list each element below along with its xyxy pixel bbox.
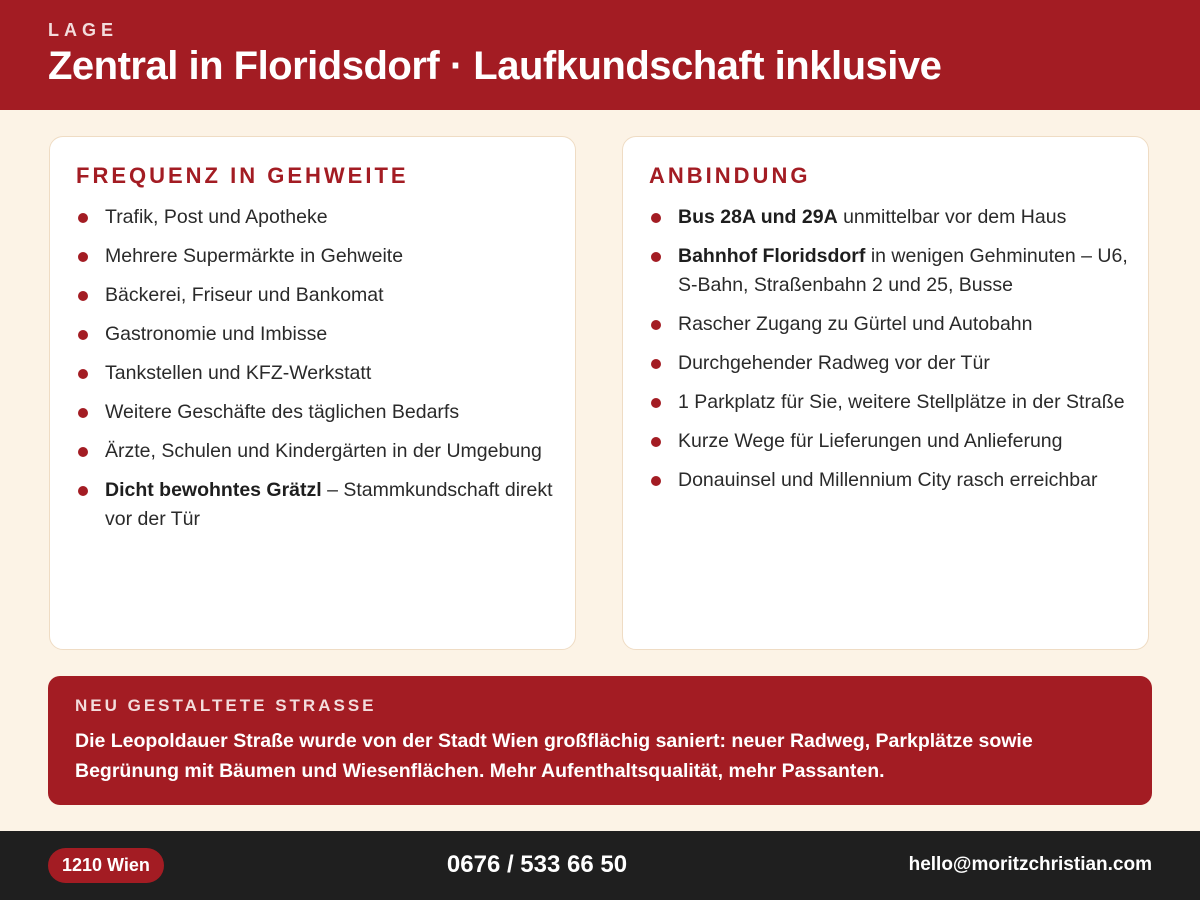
header [0, 0, 1200, 110]
bullet-dot-icon [651, 437, 661, 447]
list-item-text: Tankstellen und KFZ-Werkstatt [105, 362, 372, 384]
bullet-dot-icon [651, 398, 661, 408]
location-badge: 1210 Wien [48, 848, 164, 883]
bullet-dot-icon [651, 476, 661, 486]
bullet-dot-icon [78, 408, 88, 418]
list-item [76, 359, 557, 388]
bullet-dot-icon [651, 359, 661, 369]
bullet-dot-icon [651, 252, 661, 262]
frequency-card [49, 136, 576, 650]
list-item-text: 1 Parkplatz für Sie, weitere Stellplätze in der Straße [678, 391, 1125, 413]
bullet-dot-icon [78, 486, 88, 496]
list-item [649, 310, 1130, 339]
list-item [76, 398, 557, 427]
list-item-text: in wenigen Gehminuten – U6, S-Bahn, Straßenbahn 2 und 25, Busse [678, 245, 1128, 296]
list-item-text: Trafik, Post und Apotheke [105, 206, 328, 228]
page-title: Zentral in Floridsdorf · Laufkundschaft inklusive [48, 44, 942, 88]
list-item-bold: Bus 28A und 29A [678, 206, 838, 228]
connectivity-list [649, 203, 1130, 505]
list-item-text: unmittelbar vor dem Haus [837, 206, 1067, 228]
list-item [76, 476, 557, 534]
bullet-dot-icon [651, 213, 661, 223]
frequency-list [76, 203, 557, 544]
list-item [649, 242, 1130, 300]
list-item-bold: Bahnhof Floridsdorf [678, 245, 866, 267]
banner-label: NEU GESTALTETE STRASSE [75, 696, 377, 715]
list-item-text: Donauinsel und Millennium City rasch erreichbar [678, 469, 1098, 491]
frequency-card-title: FREQUENZ IN GEHWEITE [76, 163, 409, 188]
list-item-text: Ärzte, Schulen und Kindergärten in der Umgebung [105, 440, 542, 462]
connectivity-card-title: ANBINDUNG [649, 163, 811, 188]
list-item-text: Rascher Zugang zu Gürtel und Autobahn [678, 313, 1033, 335]
list-item-text: Durchgehender Radweg vor der Tür [678, 352, 990, 374]
email-address: hello@moritzchristian.com [908, 854, 1152, 875]
list-item [76, 320, 557, 349]
list-item [649, 388, 1130, 417]
list-item [649, 427, 1130, 456]
list-item [76, 203, 557, 232]
bullet-dot-icon [78, 330, 88, 340]
list-item-text: Bäckerei, Friseur und Bankomat [105, 284, 384, 306]
list-item-text: Gastronomie und Imbisse [105, 323, 328, 345]
list-item [649, 203, 1130, 232]
list-item [76, 242, 557, 271]
bullet-dot-icon [78, 369, 88, 379]
phone-number: 0676 / 533 66 50 [446, 851, 628, 878]
bullet-dot-icon [78, 252, 88, 262]
footer [0, 831, 1200, 900]
list-item [649, 466, 1130, 495]
banner-text: Die Leopoldauer Straße wurde von der Stadt Wien großflächig saniert: neuer Radweg, Parkplätze sowie Begrünung mit Bäumen und Wiesenflächen. Mehr Aufenthaltsqualität, mehr Passanten. [75, 730, 1033, 782]
list-item [76, 437, 557, 466]
list-item-bold: Dicht bewohntes Grätzl [105, 479, 322, 501]
list-item-text: Mehrere Supermärkte in Gehweite [105, 245, 404, 267]
bullet-dot-icon [78, 447, 88, 457]
bullet-dot-icon [651, 320, 661, 330]
connectivity-card [622, 136, 1149, 650]
list-item-text: – Stammkundschaft direkt vor der Tür [105, 479, 553, 530]
bullet-dot-icon [78, 291, 88, 301]
street-banner [48, 676, 1152, 805]
list-item-text: Weitere Geschäfte des täglichen Bedarfs [105, 401, 460, 423]
bullet-dot-icon [78, 213, 88, 223]
header-eyebrow: LAGE [48, 20, 119, 40]
list-item-text: Kurze Wege für Lieferungen und Anlieferung [678, 430, 1063, 452]
list-item [649, 349, 1130, 378]
list-item [76, 281, 557, 310]
